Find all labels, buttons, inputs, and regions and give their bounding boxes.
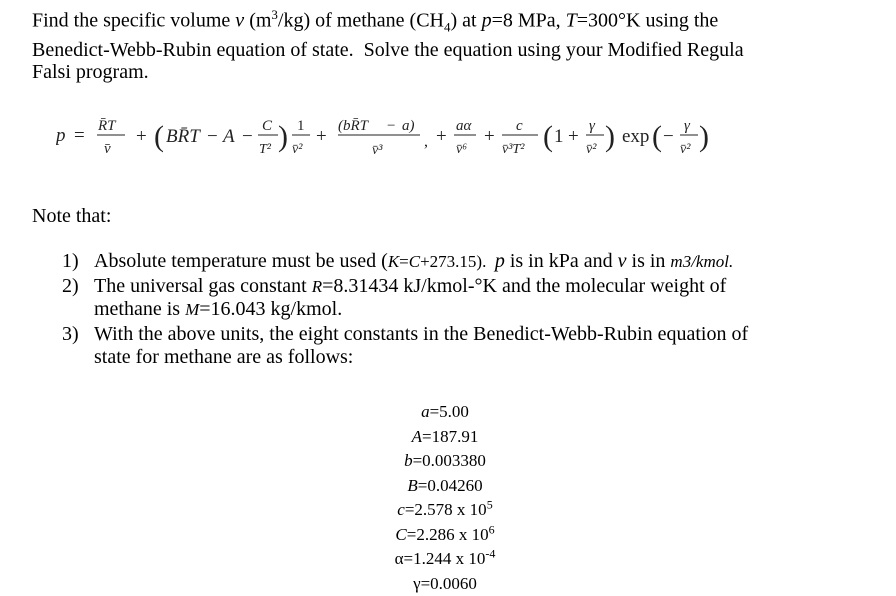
problem-line-2: Benedict-Webb-Rubin equation of state. Solve the equation using your Modified Regula bbox=[32, 39, 832, 61]
svg-text:,: , bbox=[424, 133, 428, 150]
problem-line-3: Falsi program. bbox=[32, 61, 832, 83]
svg-text:+: + bbox=[316, 126, 327, 147]
svg-text:(: ( bbox=[154, 120, 164, 153]
svg-text:+: + bbox=[568, 126, 579, 147]
svg-text:(: ( bbox=[652, 120, 662, 153]
constant-alpha: α=1.244 x $10^{-4}$ bbox=[340, 547, 550, 572]
svg-text:−: − bbox=[242, 126, 253, 147]
svg-text:R̄T: R̄T bbox=[97, 118, 117, 134]
svg-text:−: − bbox=[387, 118, 395, 134]
note-item-1: 1) Absolute temperature must be used (K=C+273.15). p is in kPa and v is in m3/kmol. bbox=[62, 250, 822, 273]
constant-C: C=2.286 x $10^6$ bbox=[340, 523, 550, 548]
svg-text:+: + bbox=[436, 126, 447, 147]
constant-b: b=0.003380 bbox=[340, 449, 550, 474]
eq-p: p bbox=[56, 125, 66, 146]
svg-text:γ: γ bbox=[589, 118, 596, 134]
svg-text:=: = bbox=[74, 125, 85, 146]
svg-text:−: − bbox=[663, 126, 674, 147]
constant-c: c=2.578 x $10^5$ bbox=[340, 498, 550, 523]
bwr-equation bbox=[56, 108, 836, 178]
svg-text:v̄²: v̄² bbox=[680, 142, 691, 157]
svg-text:T²: T² bbox=[259, 142, 272, 157]
svg-text:v̄²: v̄² bbox=[586, 142, 597, 157]
svg-text:v̄: v̄ bbox=[104, 141, 111, 157]
constant-a: a=5.00 bbox=[340, 400, 550, 425]
svg-text:c: c bbox=[516, 118, 523, 134]
svg-text:γ: γ bbox=[684, 118, 691, 134]
note-item-3: 3) With the above units, the eight constants in the Benedict-Webb-Rubin equation of state for methane are as follows: bbox=[62, 323, 822, 369]
note-item-2: 2) The universal gas constant R=8.31434 kJ/kmol-°K and the molecular weight of methane is M=16.043 kg/kmol. bbox=[62, 275, 822, 321]
notes-list bbox=[62, 250, 822, 371]
constant-B: B=0.04260 bbox=[340, 474, 550, 499]
svg-text:): ) bbox=[278, 120, 288, 153]
svg-text:+: + bbox=[136, 126, 147, 147]
constant-gamma: γ=0.0060 bbox=[340, 572, 550, 596]
svg-text:exp: exp bbox=[622, 126, 649, 147]
svg-text:v̄⁶: v̄⁶ bbox=[456, 142, 467, 157]
svg-text:aα: aα bbox=[456, 118, 473, 134]
constant-A: A=187.91 bbox=[340, 425, 550, 450]
constants-list bbox=[340, 400, 550, 596]
svg-text:): ) bbox=[605, 120, 615, 153]
svg-text:v̄³T²: v̄³T² bbox=[502, 142, 525, 157]
svg-text:−: − bbox=[207, 126, 218, 147]
svg-text:C: C bbox=[262, 118, 273, 134]
svg-text:A: A bbox=[221, 126, 235, 147]
svg-text:(: ( bbox=[543, 120, 553, 153]
svg-text:v̄³: v̄³ bbox=[372, 143, 383, 158]
svg-text:a): a) bbox=[402, 118, 415, 134]
svg-text:1: 1 bbox=[554, 126, 564, 147]
svg-text:v̄²: v̄² bbox=[292, 142, 303, 157]
svg-text:BR̄T: BR̄T bbox=[166, 126, 201, 147]
svg-text:): ) bbox=[699, 120, 709, 153]
svg-text:(bR̄T: (bR̄T bbox=[338, 118, 370, 134]
problem-statement bbox=[32, 4, 832, 83]
svg-text:1: 1 bbox=[297, 118, 305, 134]
svg-text:+: + bbox=[484, 126, 495, 147]
note-label: Note that: bbox=[32, 204, 111, 228]
problem-line-1: Find the specific volume v $(m^3/kg)$ of methane $(CH_4)$ at p=8 MPa, T=300°K using the bbox=[32, 4, 832, 39]
